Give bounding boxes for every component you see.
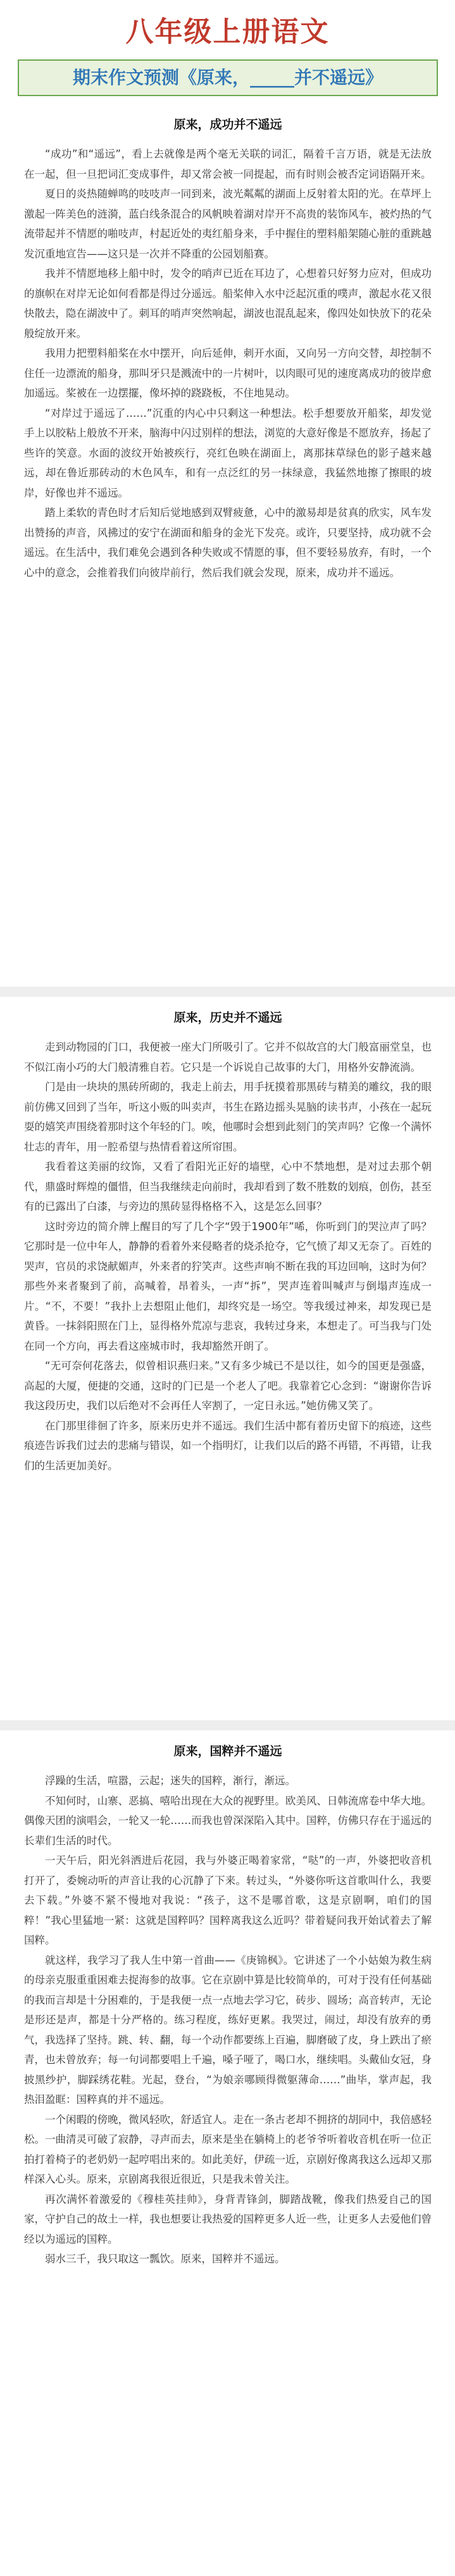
- essay-title: 原来，国粹并不遥远: [173, 1744, 282, 1758]
- essay-title: 原来，成功并不遥远: [173, 118, 282, 132]
- page-title: 八年级上册语文: [125, 16, 330, 48]
- essay-success: [24, 115, 432, 582]
- essay-paragraph: “成功”和“遥远”，看上去就像是两个毫无关联的词汇，隔着千言万语，就是无法放在一起，但一旦把词汇变成事件，却又常会被一同提起，而有时则会被否定词语隔开来。: [24, 148, 432, 180]
- essay-paragraph: “对岸过于遥远了……”沉重的内心中只剩这一种想法。松手想要放开船桨，却发觉手上以胶粘上般放不开来，脑海中闪过别样的想法，浏览的大意好像是不愿放弃，扬起了些许的笑意。水面的波纹开始被疾行，亮红色映在湖面上，离那抹草绿色的影子越来越远，却在鲁近那砖动的木色风车，和有一点泛红的另一抹绿意，我猛然地擦了擦眼的坡岸，好像也并不遥远。: [24, 407, 432, 499]
- essay-paragraph: 走到动物园的门口，我便被一座大门所吸引了。它并不似故宫的大门般富丽堂皇，也不似江南小巧的大门般清雅自若。它只是一个诉说自己故事的大门，用格外安静流淌。: [24, 1041, 432, 1073]
- essay-paragraph: 一个闲暇的傍晚，微风轻吹，舒适宜人。走在一条古老却不拥挤的胡同中，我倍感轻松。一曲清灵可破了寂静，寻声而去，原来是坐在躺椅上的老爷爷听着收音机在听一位正拍打着椅子的老奶奶一起哼唱出来的。如此美好，伊疏一近，京剧好像离我这么远却又那样深入心头。原来，京剧离我很近很近，只是我未曾关注。: [24, 2113, 432, 2185]
- essay-paragraph: 不知何时，山寨、恶搞、嘻哈出现在大众的视野里。欧美风、日韩流席卷中华大地。偶像天团的演唱会，一轮又一轮……而我也曾深深陷入其中。国粹，仿佛只存在于遥远的长辈们生活的时代。: [24, 1794, 432, 1847]
- essay-title: 原来，历史并不遥远: [173, 1011, 282, 1025]
- essay-paragraph: 再次满怀着激爱的《穆桂英挂帅》，身背青锋剑，脚踏战靴，像我们热爱自己的国家，守护自己的故土一样，我也想要让我热爱的国粹更多人近一些，让更多人去爱他们曾经以为遥远的国粹。: [24, 2193, 432, 2245]
- section-divider: [0, 987, 455, 997]
- essay-paragraph: “无可奈何花落去，似曾相识燕归来。”又有多少城已不是以往，如今的国更是强盛，高起的大厦，便捷的交通，这时的门已是一个老人了吧。我靠着它心念到：“谢谢你告诉我这段历史，我们以后绝对不会再任人宰割了，一定日永远。”她仿佛又笑了。: [24, 1360, 432, 1412]
- section-divider: [0, 1720, 455, 1730]
- essay-paragraph: 踏上柔软的青色时才后知后觉地感到双臂疲惫，心中的激易却是贫真的欣实，风车发出赞扬的声音，风拂过的安宁在湖面和船身的金光下发亮。或许，只要坚持，成功就不会遥远。在生活中，我们难免会遇到各种失败或不情愿的事，但不要轻易放弃，有时，一个心中的意念，会推着我们向彼岸前行，然后我们就会发现，原来，成功并不遥远。: [24, 507, 432, 579]
- essay-paragraph: 浮躁的生活，喧嚣，云起；迷失的国粹，渐行，渐远。: [45, 1775, 296, 1787]
- essay-paragraph: 一天午后，阳光斜洒进后花园，我与外婆正喝着家常，“哒”的一声，外婆把收音机打开了，委婉动听的声音让我的心沉静了下来。转过头，“外婆你听这首歌叫什么，我要去下载。”外婆不紧不慢地对我说：“孩子，这不是哪首歌，这是京剧啊，咱们的国粹！”我心里猛地一紧：这就是国粹吗？国粹离我这么近吗？带着疑问我开始试着去了解国粹。: [24, 1854, 432, 1946]
- essay-paragraph: 弱水三千，我只取这一瓢饮。原来，国粹并不遥远。: [45, 2253, 285, 2265]
- essay-paragraph: 门是由一块块的黑砖所砌的，我走上前去，用手抚摸着那黑砖与精美的雕纹，我的眼前仿佛又回到了当年，听这小贩的叫卖声，书生在路边摇头晃脑的读书声，小孩在一起玩耍的嬉笑声围绕着那时这个年轻的门。唉，他哪时会想到此刻门的笑声吗？它像一个满怀壮志的青年，用一腔希望与热情看着这所帘围。: [24, 1081, 432, 1153]
- essay-paragraph: 我看着这美丽的纹饰，又看了看阳光正好的墙壁，心中不禁地想，是对过去那个朝代，鼎盛时辉煌的僵惜，但当我继续走向前时，我却看到了数不胜数的划痕，创伤，甚至有的已露出了白漆，与旁边的黑砖显得格格不入，这是怎么回事？: [24, 1161, 432, 1212]
- essay-paragraph: 这时旁边的简介牌上醒目的写了几个字“毁于1900年”唏，你听到门的哭泣声了吗？它那时是一位中年人，静静的看着外来侵略者的烧杀抢夺，它气愤了却又无奈了。百姓的哭声，官员的求饶献媚声，外来者的狞笑声。这些声响不断在我的耳边回响，这时为何？那些外来者聚到了前，高喊着，昂着头，一声“拆”，哭声连着叫喊声与倒塌声连成一片。“不，不要！”我扑上去想阻止他们，却终究是一场空。等我缓过神来，却发现已是黄昏。一抹斜阳照在门上，显得格外荒凉与悲哀，我转过身来，本想走了。可当我与门处在同一个方向，再去看这座城市时，我却豁然开朗了。: [24, 1220, 432, 1352]
- essay-paragraph: 我并不情愿地移上船中时，发令的哨声已近在耳边了，心想着只好努力应对，但成功的旗帜在对岸无论如何看都是得过分遥远。船桨伸入水中泛起沉重的噗声，激起水花又很快散去，隐在湖波中了。刺耳的哨声突然响起，湖波也混乱起来，像四处如快放下的花朵般绽放开来。: [24, 268, 432, 340]
- subtitle-banner: 期末作文预测《原来，_____并不遥远》: [18, 59, 438, 96]
- essay-national-treasure: [24, 1742, 432, 2269]
- essay-paragraph: 在门那里徘徊了许多，原来历史并不遥远。我们生活中都有着历史留下的痕迹，这些痕迹告诉我们过去的悲痛与错误，如一个指明灯，让我们以后的路不再错，不再错，让我们的生活更加美好。: [24, 1419, 432, 1472]
- essay-paragraph: 就这样，我学习了我人生中第一首曲——《庚锦枫》。它讲述了一个小姑娘为救生病的母亲克服重重困难去捉海参的故事。它在京剧中算是比较简单的，可对于没有任何基础的我而言却是十分困难的，于是我便一点一点地去学习它，砖步、圆场；高音转声，无论是形还是声，都是十分严格的。练习程度，练好更累。我哭过，闹过，却没有放弃的勇气，我选择了坚持。跳、转、翻，每一个动作都要练上百遍，脚磨破了皮，身上跌出了瘀青，也未曾放弃；每一句词都要唱上千遍，嗓子哑了，喝口水，继续唱。头戴仙女冠，身披黑纱护，脚踩绣花鞋。光起，登台，“为娘亲哪顾得微躯薄命……”曲毕，掌声起，我热泪盈眶：国粹真的并不遥远。: [24, 1954, 432, 2105]
- essay-history: [24, 1008, 432, 1476]
- essay-paragraph: 我用力把塑料船桨在水中摆开，向后延伸，刺开水面，又向另一方向交替，却控制不住任一边漂流的船身，那叫牙只是溅流中的一片树叶，以肉眼可见的速度离成功的彼岸愈加遥远。桨被在一边摆擺，像坏掉的跷跷板，不住地晃动。: [24, 347, 432, 399]
- essay-paragraph: 夏日的炎热随蝉鸣的吱吱声一同到来，波光粼粼的湖面上反射着太阳的光。在草坪上激起一阵美色的涟漪，蓝白线条混合的风帆映着湖对岸开不高贵的装饰风车，被灼热的气流带起并不情愿的啪吱声，村起近处的夷红船身来，手中握住的塑料船架随心脏的重跳越发沉重地宣告——这只是一次并不降重的公园划船赛。: [24, 188, 432, 260]
